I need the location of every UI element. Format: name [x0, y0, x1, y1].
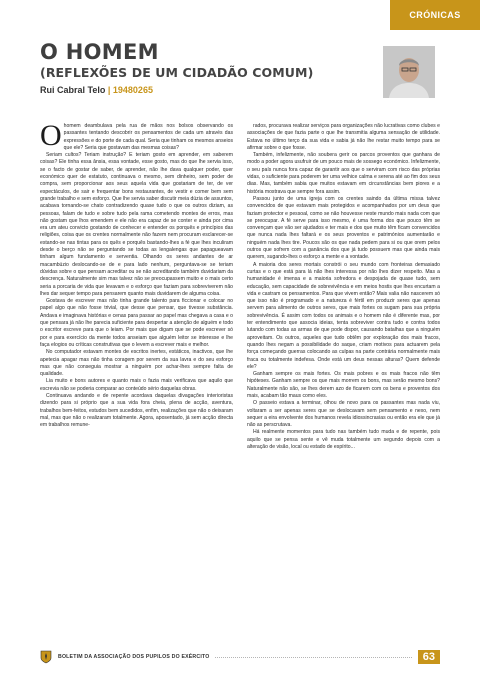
body-paragraph — [40, 378, 233, 393]
author-photo — [383, 46, 435, 98]
drop-cap: O — [40, 123, 62, 152]
paragraph-text: Continuava andando e de repente acordava daquelas divagações interioristas dizendo para si próprio que a sua vida fora cheia, plena de acção, aventura, trabalhos bem-feitos, estudos bem sucedidos, enfim, realizações que não o deixaram mal, mas que não o realizaram totalmente. Agora, aposentado, já sem acção directa em trabalhos remune- — [40, 392, 233, 429]
body-paragraph — [40, 123, 233, 152]
footer-divider — [215, 657, 411, 658]
article-subtitle: (REFLEXÕES DE UM CIDADÃO COMUM) — [40, 65, 314, 80]
body-paragraph — [40, 298, 233, 349]
author-name: Rui Cabral Telo — [40, 85, 106, 95]
author-portrait-graphic — [383, 46, 435, 98]
body-paragraph — [247, 429, 440, 451]
body-paragraph — [247, 196, 440, 262]
body-paragraph — [40, 152, 233, 298]
body-paragraph — [40, 349, 233, 378]
paragraph-text: Passou junto de uma igreja com os crentes saindo da última missa talvez convencidos de que estavam mais protegidos e acompanhados por um deus que faziam protector e pessoal, como se não houvesse neste mundo mais nada com que se preocupar. A fé serve para isso mesmo, é uma forma dos que pouco têm se convençam que vão ser ajudados e ter mais e dos que muito têm ficam convencidos que nunca nada lhes faltará e os seus proventos e patrimónios aumentarão e ninguém nada lhes tire. Poucos são os que nada pedem para si ou que orem pelos outros que sofrem com a ganância dos que já tudo possuem mas que ainda mais querem, sugando-lhes o esforço a mente e a vontade. — [247, 195, 440, 261]
article-title: O HOMEM — [40, 40, 159, 64]
footer-label: BOLETIM DA ASSOCIAÇÃO DOS PUPILOS DO EXÉRCITO — [58, 654, 210, 660]
body-paragraph — [247, 123, 440, 152]
paragraph-text: No computador estavam montes de escritos inertes, estáticos, inactivos, que lhe apetecia apagar mas não tinha coragem por serem da sua lavra e do seu esforço mas que não conseguia mostrar a ninguém por achar-lhes sempre falta de qualidade. — [40, 349, 233, 378]
body-column-right — [247, 123, 440, 643]
author-code: 19480265 — [112, 85, 153, 95]
paragraph-text: A maioria dos seres mortais constrói o seu mundo com fronteiras demasiado curtas e o que está para lá não lhes interessa por não lhes dizer respeito. Mas a humanidade é imensa e a maioria sofredora e despojada de quase tudo, sem educação, sem capacidade de sobrevivência e em meios hostis que lhes encurtam a vida e castram os pensamentos. Para que vivem então? Mais valia não nascerem só que isso não é programado e a natureza é fértil em produzir seres que apenas servem para alimento de outros seres, que mais fortes os sugam para sua própria sobrevivência. É assim com todos os animais e o homem não é diferente mas, por ter entendimento que associa ideias, tenta sobreviver contra tudo e contra todos lutando com todas as armas de que pode dispor, causando batalhas que a ninguém aproveitam. Os outros, aqueles que tudo obtêm por exploração dos mais fracos, quando lhes negam a possibilidade do saque, criam motivos para actuarem pela força começando guerras colocando as culpas na parte contrária normalmente mais fraca ou totalmente indefesa. Onde está um deus nessas alturas? Quem defende ele? — [247, 261, 440, 370]
section-tab: CRÓNICAS — [390, 0, 480, 30]
paragraph-text: rados, procurava realizar serviços para organizações não lucrativas como clubes e associações de que fazia parte o que lhe transmitia alguma sensação de utilidade. Estava no último terço da sua vida e sabia já não lhe restar muito tempo para se afirmar sobre o que fosse. — [247, 123, 440, 151]
author-line — [40, 85, 153, 95]
paragraph-text: Também, infelizmente, não soubera gerir os parcos proventos que ganhara de modo a poder agora usufruir de um pouco mais de sossego económico. Infelizmente, o seu país nunca fora capaz de garantir aos que o serviram com risco das próprias vidas, o suficiente para poderem ter uma velhice calma e serena até ao fim dos seus dias. Mas, também sabia que muitos estavam em circunstâncias bem piores e a história mostrava que sempre fora assim. — [247, 152, 440, 195]
body-paragraph — [247, 371, 440, 400]
paragraph-text: Ganham sempre os mais fortes. Os mais pobres e os mais fracos não têm hipóteses. Ganham sempre os que mais morrem os bons, mas serão mesmo bons? Naturalmente não são, se lhes derem azo de ficarem com os bens e proventos dos mais, acabam tão maus como eles. — [247, 371, 440, 399]
paragraph-text: Lia muito e bons autores e quanto mais o fazia mais verificava que aquilo que escrevia não se poderia comparar ao conteúdo sério daquelas obras. — [40, 378, 233, 392]
paragraph-text: Há realmente momentos para tudo nas também tudo muda e de repente, pois aquilo que se pensa sente e vê muda totalmente um segundo depois com a alteração de visão, local ou estado de espírito... — [247, 429, 440, 451]
page-footer — [40, 646, 440, 668]
page-number: 63 — [418, 650, 440, 664]
body-paragraph — [40, 393, 233, 429]
article-body — [40, 123, 440, 643]
paragraph-text: Seriam cultos? Teriam instrução? E teriam gosto em aprender, em saberem coisas? Ele tinha essa ânsia, essa vontade, esse gosto, mas do que lhe servia isso, se o facto de gostar de saber, de aprender, não lhe dava qualquer poder, quer económico quer de estatuto, continuava o mesmo, sem dinheiro, sem poder de compra, sem proporcionar aos seus aquela vida que gostariam de ter, de ver espectáculos, de sair e frequentar bons restaurantes, de vestir e comer bem sem grande trabalho e sem esforço. Que lhe servia saber discutir meia dúzia de assuntos, acabava tornando-se chato contradizendo quase tudo o que os outros diziam, as pessoas, falam de tudo e sobre tudo pela rama cometendo montes de erros, mas não gostam que lhos emendem e ele não era capaz de se conter e ainda por cima era um ateu convicto gostando de conhecer e entender os porquês e princípios das religiões, coisa que os crentes normalmente não fazem nem procuram esclarecer-se estando-se nas tintas para os quês e porquês bastando-lhes a fé que lhes inculiram desde o berço não se perguntando se todas as lengalengas que papagueavam tinham algum fundamento e serventia. Olhando os seres andantes de ar macambúzio deslocando-se de e para lado nenhum, perguntava-se se teriam dúvidas sobre o que pensam acreditar ou se não acreditando também duvidariam da descrença. Naturalmente sim mas talvez não se preocupassem muito e o mais certo seria a porcaria de vida que levavam e o esforço que faziam para sobreviverem não lhes dar sequer tempo para pensarem quanto mais duvidarem de alguma coisa. — [40, 152, 233, 297]
paragraph-text: O passeio estava a terminar, olhou de novo para os passantes mas nada viu, voltaram a ser apenas seres que se deslocavam sem pensamento e nexo, nem sequer a eira envolvente dos humanos revela idiossincrasias ou então era ele que já não as perscrutava. — [247, 400, 440, 429]
paragraph-text: Gostava de escrever mas não tinha grande talento para ficcionar e colocar no papel algo que não fosse trivial, que desse que pensar, que tivesse substância. Andava e imaginava histórias e cenas para passar ao papel mas chegava a casa e o que pensara já não lhe parecia suficiente para despertar a atenção de alguém e todo o escritor escreve para que o leiam. Por mais que digam que se pode escrever só por e para exercício da mente todos anseiam que alguém leitor se interesse e lhe faça elogios ou críticas construtivas que o levem a escrever mais e melhor. — [40, 298, 233, 348]
body-paragraph — [247, 262, 440, 371]
author-separator: | — [107, 85, 111, 95]
body-paragraph — [247, 400, 440, 429]
association-logo-icon — [40, 650, 52, 664]
paragraph-text: homem deambulava pela rua de mãos nos bolsos observando os passantes tentando descobrir os pensamentos de cada um através das expressões e do porte de cada qual. Seria que tinham os mesmos anseios que ele? Seria que gostavam das mesmas coisas? — [63, 123, 233, 151]
body-column-left — [40, 123, 233, 643]
body-paragraph — [247, 152, 440, 196]
